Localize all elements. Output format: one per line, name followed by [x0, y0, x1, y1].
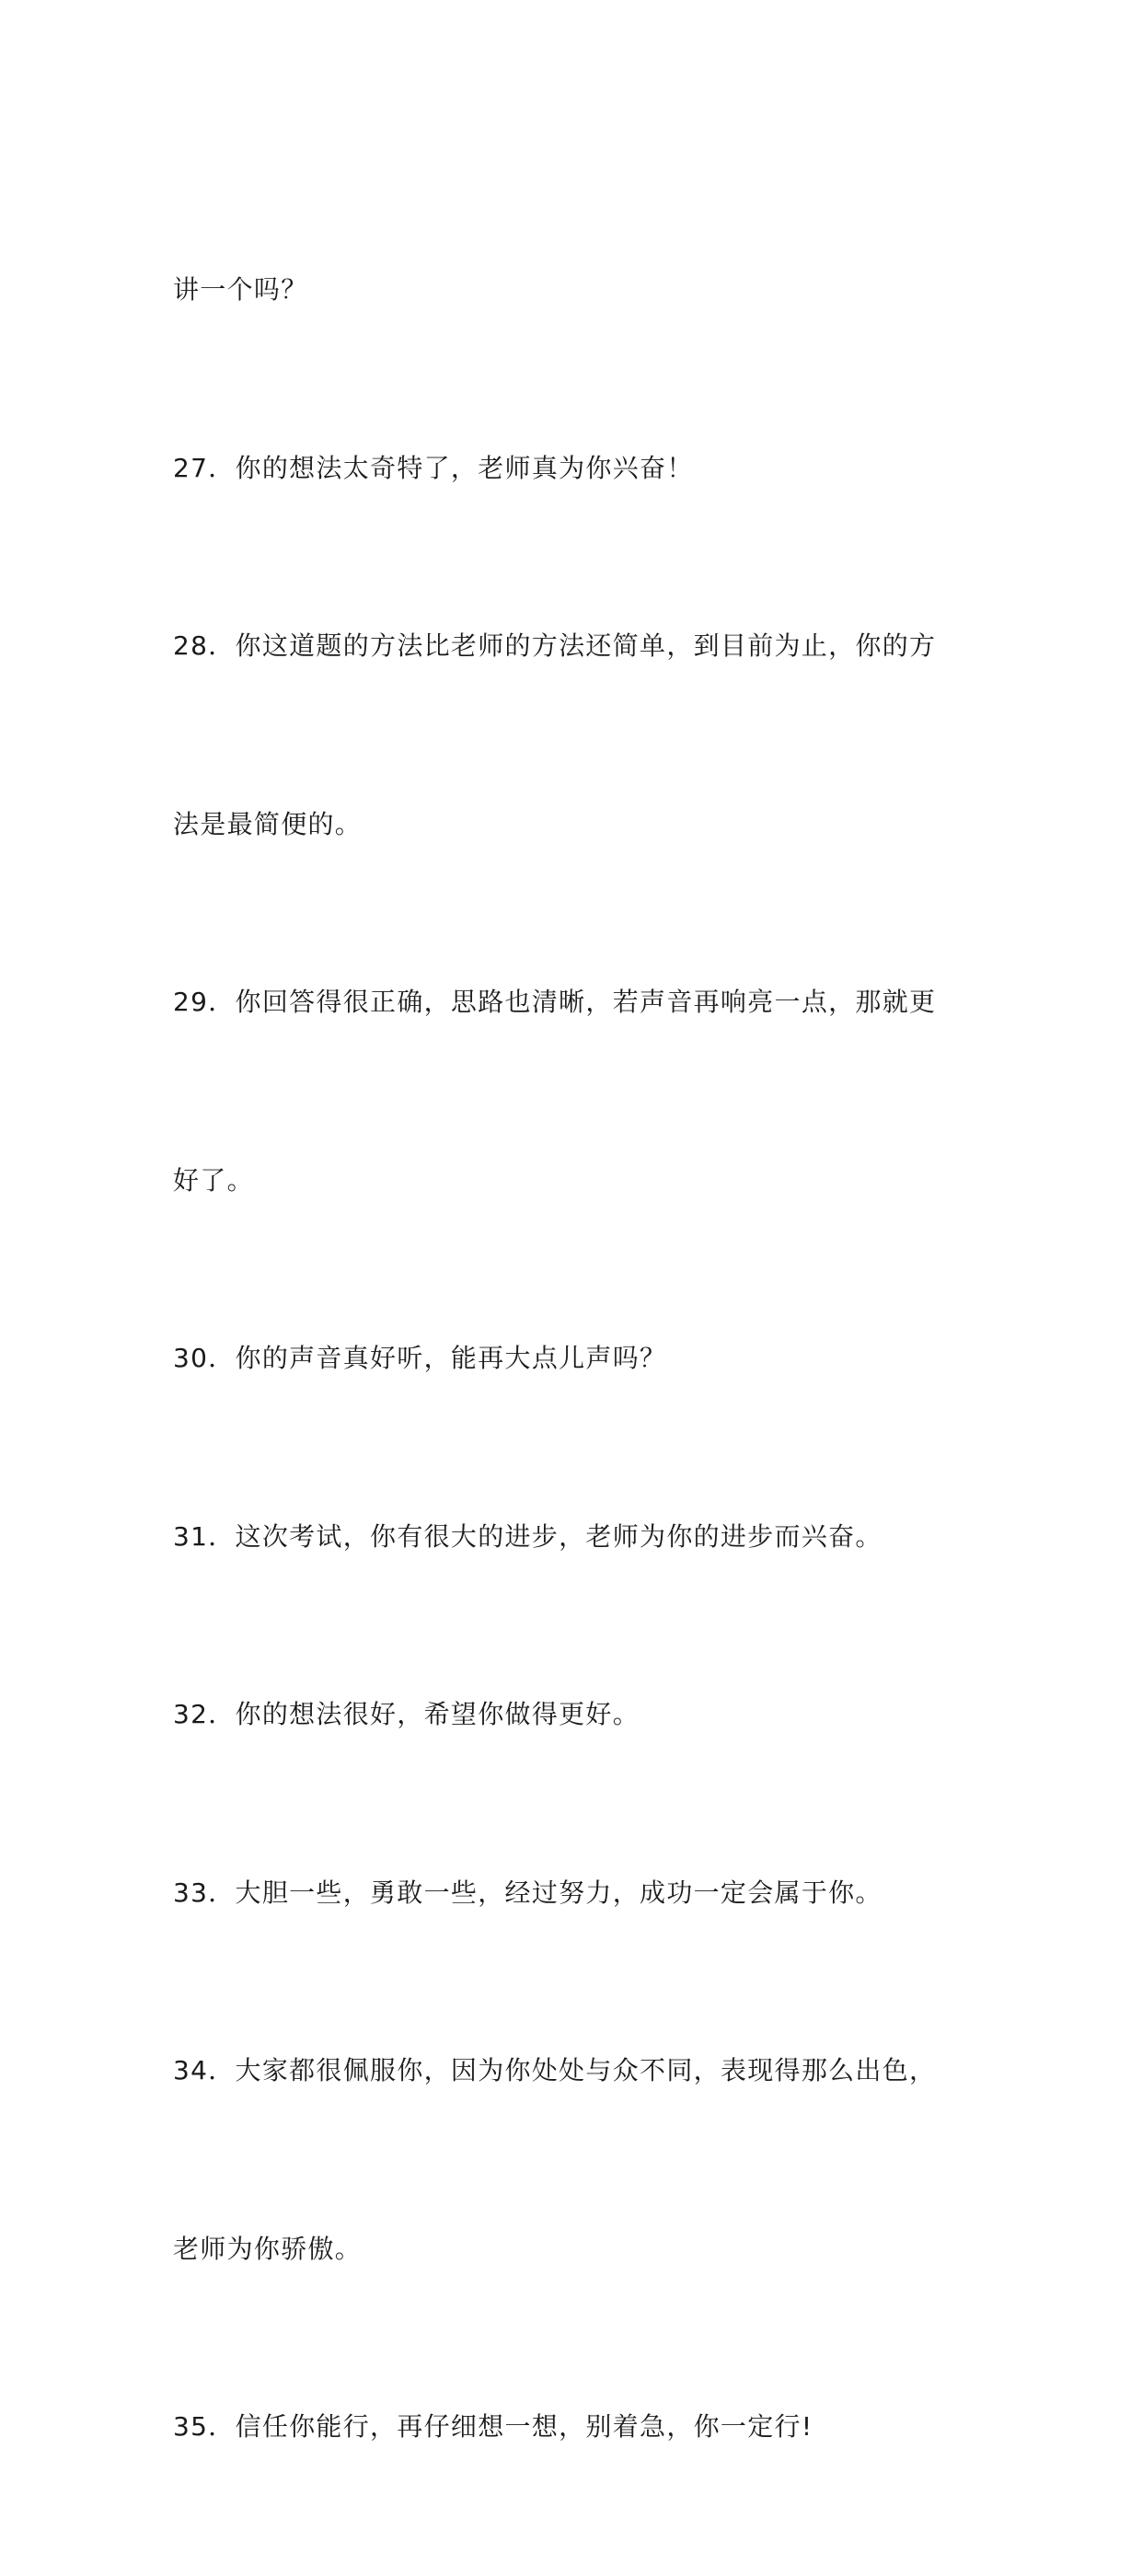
text-line: 32．你的想法很好，希望你做得更好。	[173, 1699, 640, 1729]
text-line: 34．大家都很佩服你，因为你处处与众不同，表现得那么出色，	[173, 2055, 937, 2085]
text-line: 27．你的想法太奇特了，老师真为你兴奋！	[173, 452, 694, 483]
text-line: 31．这次考试，你有很大的进步，老师为你的进步而兴奋。	[173, 1520, 882, 1552]
text-line: 讲一个吗？	[173, 274, 308, 305]
document-body	[173, 142, 974, 2576]
text-line: 30．你的声音真好听，能再大点儿声吗？	[173, 1343, 667, 1373]
text-line: 33．大胆一些，勇敢一些，经过努力，成功一定会属于你。	[173, 1877, 882, 1908]
text-line: 35．信任你能行，再仔细想一想，别着急，你一定行!	[173, 2411, 813, 2442]
text-line: 老师为你骄傲。	[173, 2233, 363, 2264]
text-line: 28．你这道题的方法比老师的方法还简单，到目前为止，你的方	[173, 630, 937, 661]
text-line: 好了。	[173, 1164, 254, 1196]
text-line: 法是最简便的。	[173, 808, 363, 839]
text-line: 29．你回答得很正确，思路也清晰，若声音再响亮一点，那就更	[173, 987, 937, 1017]
